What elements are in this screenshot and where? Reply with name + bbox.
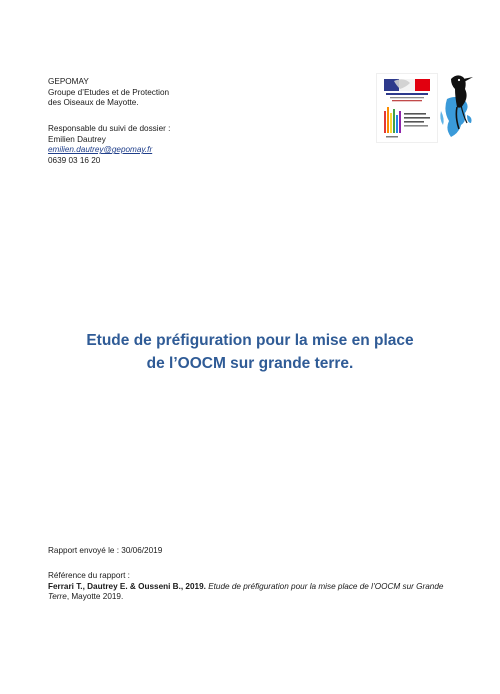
organization-block <box>48 77 169 109</box>
reference-authors: Ferrari T., Dautrey E. & Ousseni B., 2019. <box>48 581 206 591</box>
contact-email-link[interactable]: emilien.dautrey@gepomay.fr <box>48 145 153 155</box>
reference-tail: , Mayotte 2019. <box>66 592 124 602</box>
reference-label: Référence du rapport : <box>48 571 130 580</box>
report-title <box>0 329 500 375</box>
contact-name: Emilien Dautrey <box>48 134 106 144</box>
contact-label: Responsable du suivi de dossier : <box>48 124 171 133</box>
prefecture-logo <box>376 73 438 143</box>
org-full-name-line2: des Oiseaux de Mayotte. <box>48 98 139 108</box>
prefet-mayotte-logo-icon <box>376 73 438 143</box>
report-reference <box>48 571 458 603</box>
contact-block <box>48 124 170 166</box>
reference-title: Etude de préfiguration pour la mise place de l’OOCM sur Grande Terre <box>48 581 444 602</box>
sent-date: Rapport envoyé le : 30/06/2019 <box>48 546 163 555</box>
contact-phone: 0639 03 16 20 <box>48 155 101 165</box>
org-full-name-line1: Groupe d’Etudes et de Protection <box>48 87 170 97</box>
report-title-line1: Etude de préfiguration pour la mise en place <box>86 332 414 349</box>
reference-citation <box>48 582 458 603</box>
gepomay-bird-logo-icon <box>437 71 479 141</box>
gepomay-logo <box>437 71 479 141</box>
report-title-line2: de l’OOCM sur grande terre. <box>146 355 354 372</box>
org-name: GEPOMAY <box>48 77 89 86</box>
